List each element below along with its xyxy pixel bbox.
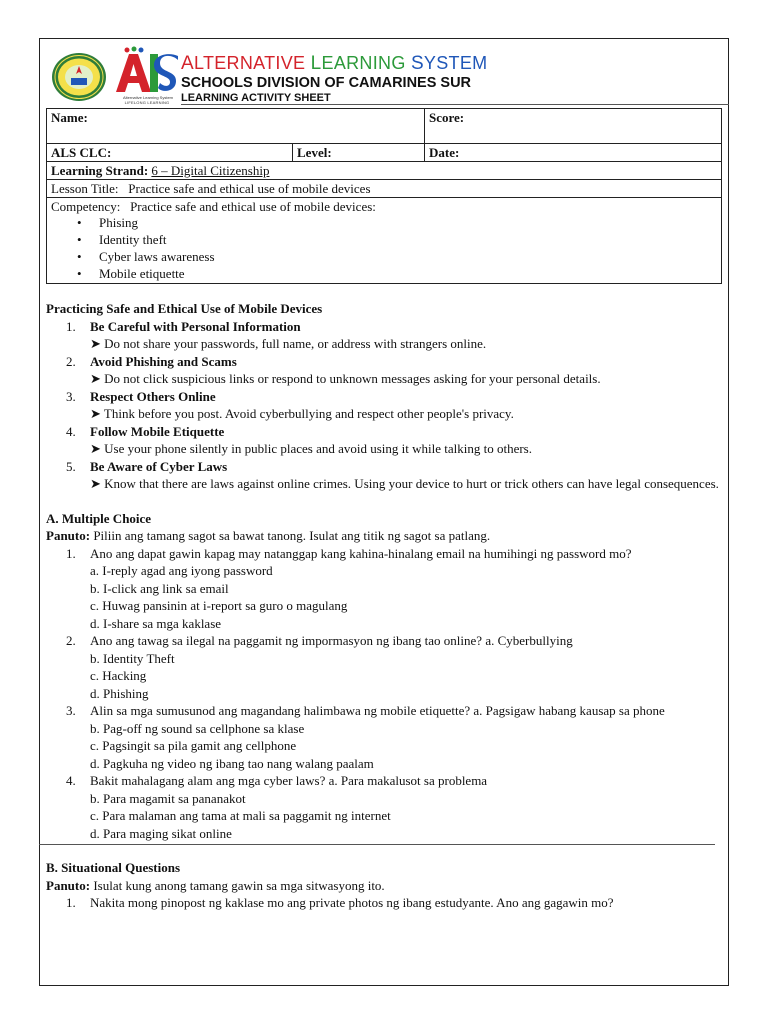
choice: b. Para magamit sa pananakot bbox=[90, 790, 246, 806]
lesson-list bbox=[46, 318, 726, 493]
choice: d. Pagkuha ng video ng ibang tao nang walang paalam bbox=[90, 755, 374, 771]
mc-heading: A. Multiple Choice bbox=[46, 510, 152, 526]
question-item: 3. Alin sa mga sumusunod ang magandang halimbawa ng mobile etiquette? a. Pagsigaw habang kausap sa phone b. Pag-off ng sound sa cellphone sa klase c. Pagsingit sa pila gamit ang cellphone d. Pagkuha ng video ng ibang tao nang walang paalam bbox=[46, 702, 726, 772]
learner-info-table bbox=[46, 108, 722, 284]
choice: b. Identity Theft bbox=[90, 650, 175, 666]
lesson-heading: Practicing Safe and Ethical Use of Mobile Devices bbox=[46, 301, 323, 316]
sq-question-list bbox=[46, 894, 726, 912]
choice: c. Huwag pansinin at i-report sa guro o magulang bbox=[90, 598, 348, 613]
header-divider bbox=[181, 104, 729, 105]
choice: d. I-share sa mga kaklase bbox=[90, 615, 222, 631]
section-divider bbox=[39, 844, 715, 845]
clc-cell[interactable]: ALS CLC: bbox=[47, 144, 293, 162]
sq-instructions: Panuto: Isulat kung anong tamang gawin sa mga sitwasyong ito. bbox=[46, 877, 385, 893]
date-cell[interactable]: Date: bbox=[425, 144, 722, 162]
level-cell[interactable]: Level: bbox=[293, 144, 425, 162]
worksheet-body bbox=[46, 300, 726, 912]
question-item: 2. Ano ang tawag sa ilegal na paggamit ng impormasyon ng ibang tao online? a. Cyberbullying b. Identity Theft c. Hacking d. Phishing bbox=[46, 632, 726, 702]
list-item: 4. Follow Mobile Etiquette ➤ Use your phone silently in public places and avoid using it while talking to others. bbox=[66, 423, 532, 456]
score-cell[interactable]: Score: bbox=[425, 109, 722, 144]
list-item: 2. Avoid Phishing and Scams ➤ Do not click suspicious links or respond to unknown messages asking for your personal details. bbox=[66, 353, 601, 386]
strand-cell: Learning Strand: 6 – Digital Citizenship bbox=[47, 162, 722, 180]
division-title: SCHOOLS DIVISION OF CAMARINES SUR bbox=[181, 75, 472, 91]
choice: b. I-click ang link sa email bbox=[90, 580, 229, 596]
lesson-title-cell: Lesson Title: Practice safe and ethical use of mobile devices bbox=[47, 180, 722, 198]
list-item: • Identity theft bbox=[99, 231, 717, 248]
question-item: 1. Ano ang dapat gawin kapag may natanggap kang kahina-hinalang email na humihingi ng password mo? a. I-reply agad ang iyong password b. I-click ang link sa email c. Huwag pansinin at i-report sa guro o magulang d. I-share sa mga kaklase bbox=[46, 545, 726, 633]
mc-question-list bbox=[46, 545, 726, 843]
list-item: • Phising bbox=[99, 214, 717, 231]
competency-cell: Competency: Practice safe and ethical use of mobile devices: • Phising • Identity theft • Cyber laws awareness • Mobile etiquette bbox=[47, 198, 722, 284]
question-item: 1. Nakita mong pinopost ng kaklase mo ang private photos ng ibang estudyante. Ano ang gagawin mo? bbox=[66, 895, 614, 910]
choice: c. Pagsingit sa pila gamit ang cellphone bbox=[90, 738, 297, 753]
mc-instructions: Panuto: Piliin ang tamang sagot sa bawat tanong. Isulat ang titik ng sagot sa patlang. bbox=[46, 528, 491, 543]
name-cell[interactable]: Name: bbox=[47, 109, 425, 144]
choice: b. Pag-off ng sound sa cellphone sa klase bbox=[90, 720, 305, 736]
list-item: 5. Be Aware of Cyber Laws ➤ Know that there are laws against online crimes. Using your device to hurt or trick others can have legal consequences. bbox=[66, 458, 719, 491]
list-item: • Cyber laws awareness bbox=[99, 248, 717, 265]
sq-heading: B. Situational Questions bbox=[46, 860, 181, 875]
logo-caption: Alternative Learning System bbox=[122, 95, 174, 100]
list-item: 1. Be Careful with Personal Information ➤ Do not share your passwords, full name, or address with strangers online. bbox=[66, 318, 487, 351]
competency-list bbox=[51, 214, 717, 282]
choice: d. Para maging sikat online bbox=[90, 825, 232, 841]
deped-seal-icon bbox=[51, 52, 107, 102]
choice: d. Phishing bbox=[90, 685, 149, 701]
list-item: • Mobile etiquette bbox=[99, 265, 717, 282]
choice: c. Hacking bbox=[90, 668, 147, 683]
question-item: 4. Bakit mahalagang alam ang mga cyber laws? a. Para makalusot sa problema b. Para magamit sa pananakot c. Para malaman ang tama at mali sa paggamit ng internet d. Para maging sikat online bbox=[46, 772, 726, 842]
list-item: 3. Respect Others Online ➤ Think before you post. Avoid cyberbullying and respect other people's privacy. bbox=[66, 388, 514, 421]
choice: c. Para malaman ang tama at mali sa paggamit ng internet bbox=[90, 808, 391, 823]
choice: a. I-reply agad ang iyong password bbox=[90, 563, 273, 578]
program-title: ALTERNATIVE LEARNING SYSTEM bbox=[181, 53, 488, 74]
logo-tagline: LIFELONG LEARNING bbox=[124, 100, 170, 105]
sheet-title: LEARNING ACTIVITY SHEET bbox=[181, 92, 331, 104]
